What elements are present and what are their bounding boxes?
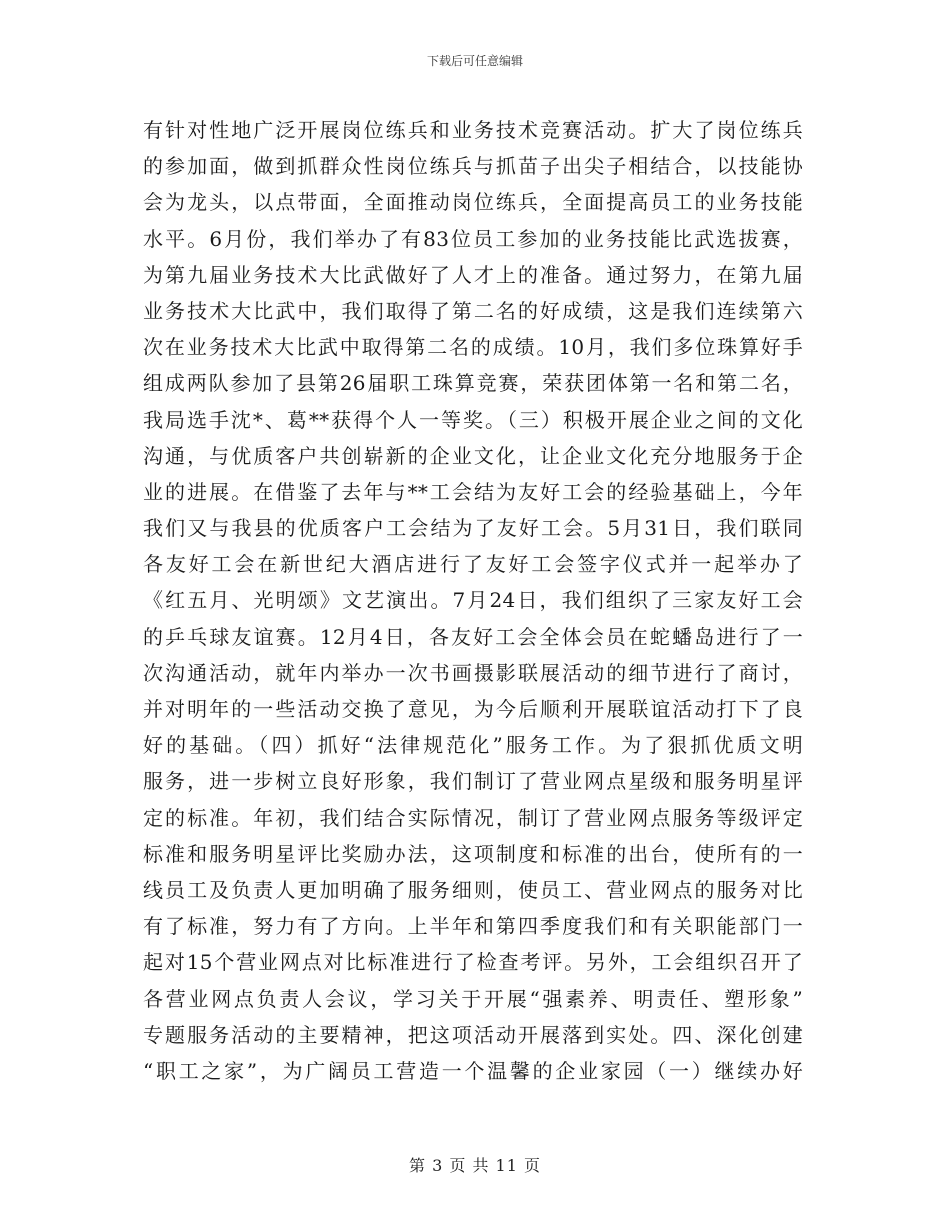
text-line: 各友好工会在新世纪大酒店进行了友好工会签字仪式并一起举办了: [143, 552, 803, 577]
text-line: 起对15个营业网点对比标准进行了检查考评。另外，工会组织召开了: [143, 950, 803, 975]
text-line: 专题服务活动的主要精神，把这项活动开展落到实处。四、深化创建: [143, 1022, 803, 1047]
text-line: 《红五月、光明颂》文艺演出。7月24日，我们组织了三家友好工会: [143, 588, 803, 613]
page-number-footer: 第 3 页 共 11 页: [409, 1156, 541, 1175]
text-line: 我们又与我县的优质客户工会结为了友好工会。5月31日，我们联同: [143, 516, 803, 541]
text-line: 线员工及负责人更加明确了服务细则，使员工、营业网点的服务对比: [143, 877, 803, 902]
text-line: 业务技术大比武中，我们取得了第二名的好成绩，这是我们连续第六: [143, 298, 803, 323]
text-line: 我局选手沈*、葛**获得个人一等奖。（三）积极开展企业之间的文化: [143, 407, 803, 432]
text-line: 并对明年的一些活动交换了意见，为今后顺利开展联谊活动打下了良: [143, 697, 803, 721]
text-line: 定的标准。年初，我们结合实际情况，制订了营业网点服务等级评定: [143, 805, 803, 830]
text-line: 沟通，与优质客户共创崭新的企业文化，让企业文化充分地服务于企: [143, 443, 803, 468]
text-line: 业的进展。在借鉴了去年与**工会结为友好工会的经验基础上，今年: [143, 479, 803, 504]
text-line: 的乒乓球友谊赛。12月4日，各友好工会全体会员在蛇蟠岛进行了一: [143, 624, 803, 649]
text-line: 好的基础。（四）抓好“法律规范化”服务工作。为了狠抓优质文明: [143, 733, 803, 758]
text-line: 有针对性地广泛开展岗位练兵和业务技术竞赛活动。扩大了岗位练兵: [143, 118, 803, 142]
text-line: 各营业网点负责人会议，学习关于开展“强素养、明责任、塑形象”: [143, 986, 803, 1011]
text-line: 水平。6月份，我们举办了有83位员工参加的业务技能比武选拔赛，: [143, 226, 803, 251]
text-line: 服务，进一步树立良好形象，我们制订了营业网点星级和服务明星评: [143, 769, 803, 794]
text-line: 有了标准，努力有了方向。上半年和第四季度我们和有关职能部门一: [143, 914, 803, 939]
text-line: 标准和服务明星评比奖励办法，这项制度和标准的出台，使所有的一: [143, 841, 803, 866]
text-line: 次在业务技术大比武中取得第二名的成绩。10月，我们多位珠算好手: [143, 335, 803, 360]
text-line: 的参加面，做到抓群众性岗位练兵与抓苗子出尖子相结合，以技能协: [143, 154, 803, 179]
page-header: 下载后可任意编辑: [426, 54, 523, 68]
text-line: “职工之家”，为广阔员工营造一个温馨的企业家园（一）继续办好: [143, 1058, 803, 1083]
text-line: 组成两队参加了县第26届职工珠算竞赛，荣获团体第一名和第二名，: [143, 371, 803, 396]
text-line: 会为龙头，以点带面，全面推动岗位练兵，全面提高员工的业务技能: [143, 190, 803, 215]
text-line: 次沟通活动，就年内举办一次书画摄影联展活动的细节进行了商讨，: [143, 660, 803, 685]
body-text: [143, 112, 803, 1089]
text-line: 为第九届业务技术大比武做好了人才上的准备。通过努力，在第九届: [143, 262, 803, 287]
